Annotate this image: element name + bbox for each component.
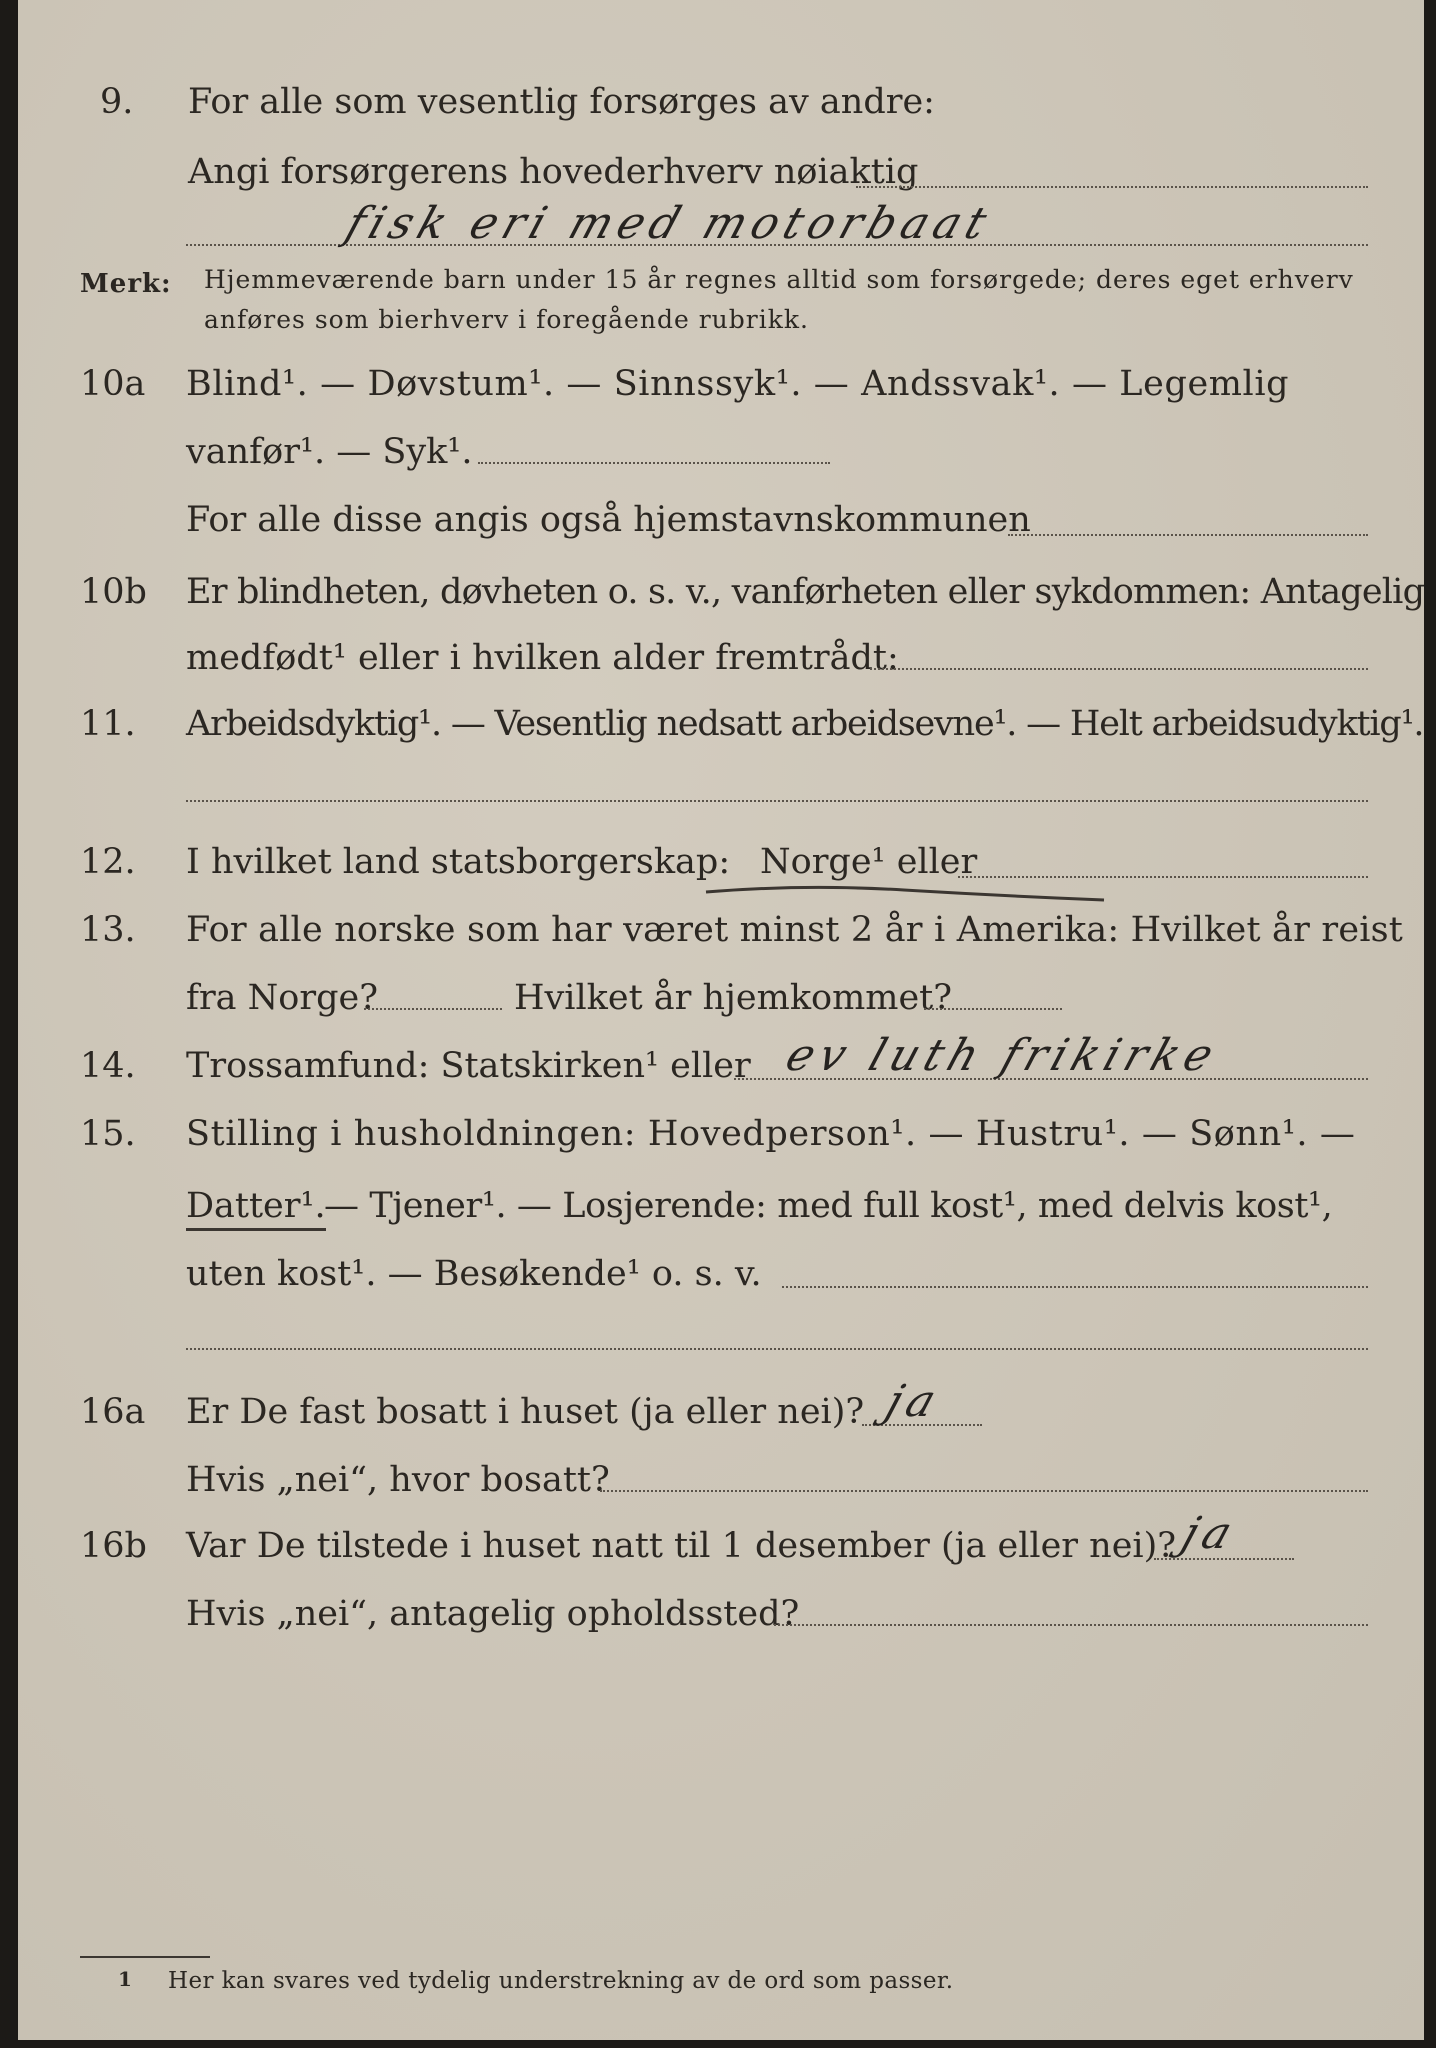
question-number: 9. (100, 82, 134, 122)
option-datter-underlined: Datter¹. (186, 1186, 326, 1231)
census-form-page (18, 0, 1424, 2040)
question-10b-line-1: Er blindheten, døvheten o. s. v., vanførheten eller sykdommen: Antagelig (186, 572, 1425, 612)
question-16b-line-2: Hvis „nei“, antagelig opholdssted? (186, 1594, 800, 1634)
question-15-line-1: Stilling i husholdningen: Hovedperson¹. — Hustru¹. — Sønn¹. — (186, 1114, 1356, 1154)
answer-line (870, 668, 1368, 670)
footnote-mark: 1 (118, 1967, 132, 1991)
question-13-line-1: For alle norske som har været minst 2 år i Amerika: Hvilket år reist (186, 910, 1404, 950)
question-10a-line-2: vanfør¹. — Syk¹. (186, 432, 473, 472)
option-norge: Norge¹ eller (760, 842, 978, 882)
question-16a-number: 16a (80, 1392, 146, 1432)
answer-line (1008, 534, 1368, 536)
note-line-2: anføres som bierhverv i foregående rubrikk. (204, 305, 809, 334)
question-10b-number: 10b (80, 572, 147, 612)
question-13-number: 13. (80, 910, 136, 950)
question-11-line-1: Arbeidsdyktig¹. — Vesentlig nedsatt arbeidsevne¹. — Helt arbeidsudyktig¹. (186, 704, 1424, 744)
question-10a-line-1: Blind¹. — Døvstum¹. — Sinnssyk¹. — Andssvak¹. — Legemlig (186, 364, 1290, 404)
question-11-number: 11. (80, 704, 136, 744)
handwritten-answer-occupation: fisk eri med motorbaat (339, 198, 999, 249)
footnote-rule (80, 1956, 210, 1958)
question-12-line-1: I hvilket land statsborgerskap: (186, 842, 731, 882)
note-label: Merk: (80, 269, 172, 299)
question-10a-number: 10a (80, 364, 146, 404)
question-16a-line-2: Hvis „nei“, hvor bosatt? (186, 1460, 610, 1500)
answer-line (958, 876, 1368, 878)
question-16b-number: 16b (80, 1526, 147, 1566)
question-12-number: 12. (80, 842, 136, 882)
question-14-line-1: Trossamfund: Statskirken¹ eller (186, 1046, 751, 1086)
answer-line (364, 1008, 502, 1010)
question-15-number: 15. (80, 1114, 136, 1154)
question-13-line-2b: Hvilket år hjemkommet? (514, 978, 953, 1018)
question-13-line-2a: fra Norge? (186, 978, 378, 1018)
question-15-line-2: — Tjener¹. — Losjerende: med full kost¹, med delvis kost¹, (324, 1186, 1333, 1226)
question-16b-line-1: Var De tilstede i huset natt til 1 desember (ja eller nei)? (186, 1526, 1177, 1566)
handwritten-answer-religion: ev luth frikirke (779, 1030, 1226, 1081)
question-10a-line-3: For alle disse angis også hjemstavnskommunen (186, 500, 1031, 540)
underline-mark (704, 882, 1124, 906)
question-16a-line-1: Er De fast bosatt i huset (ja eller nei)? (186, 1392, 865, 1432)
handwritten-answer-present: ja (1175, 1508, 1245, 1559)
question-14-number: 14. (80, 1046, 136, 1086)
question-9-line-2: Angi forsørgerens hovederhverv nøiaktig (188, 152, 919, 192)
question-15-datter (186, 1184, 326, 1228)
answer-line (924, 1008, 1062, 1010)
answer-line (478, 462, 830, 464)
question-15-line-3: uten kost¹. — Besøkende¹ o. s. v. (186, 1254, 762, 1294)
note-line-1: Hjemmeværende barn under 15 år regnes alltid som forsørgede; deres eget erhverv (204, 265, 1354, 294)
handwritten-answer-resident: ja (879, 1376, 949, 1427)
answer-line (856, 186, 1368, 188)
question-10b-line-2: medfødt¹ eller i hvilken alder fremtrådt: (186, 638, 899, 678)
footnote-text: Her kan svares ved tydelig understrekning av de ord som passer. (168, 1968, 954, 1994)
answer-line (782, 1286, 1368, 1288)
answer-line (186, 800, 1368, 802)
answer-line (600, 1490, 1368, 1492)
answer-line (186, 1348, 1368, 1350)
question-text: For alle som vesentlig forsørges av andre: (188, 82, 935, 122)
answer-line (774, 1624, 1368, 1626)
